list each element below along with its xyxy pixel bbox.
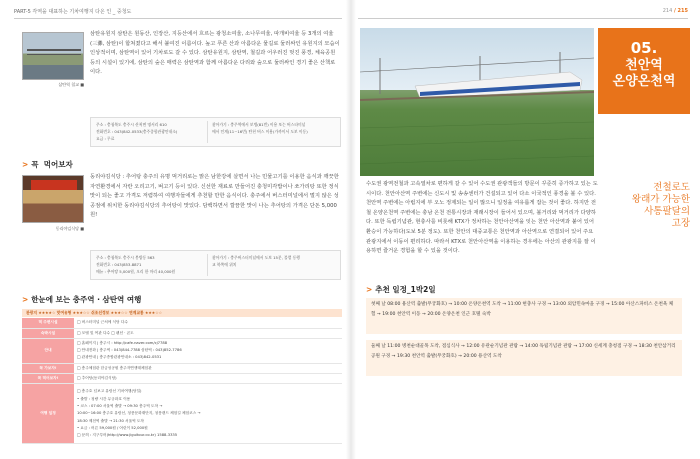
page-gutter [346,0,356,459]
info2-line: 교 북쪽에 위치 [212,262,237,268]
side-tagline [598,182,690,230]
table-row [22,338,342,363]
row-line: □ 홈페이지 | 충주시 : http://cafe.naver.com/cj7788 [77,340,168,345]
info2-line: 찾아가기 : 충주버스터미널에서 도보 15분, 불멸 동행 [212,255,300,260]
restaurant-description: 동리야김식당 : 추어탕 충주의 유명 먹거리로는 맑은 남한강에 살면서 나는 민물고기를 이용한 음식과 깨끗한 자연환경에서 자란 오리고기, 벼고기 등이 있다. 신선한 재료로 만들어진 충청미각밥이나 쏘가리탕 또한 정식 맛이 되는 좋고 가격도 저렴하여 여행자들에게 추천할 만한 음식이다. 충주에서 버스터미널에서 멀지 않은 성공점에 위치한 동리야김식당의 추어탕이 맛있다. 담백하면서 깔끔한 맛이 나는 추어탕의 가격은 단돈 5,000원! [90,174,339,219]
row-line: • 코스 : 07:00 서울역 출발 → 09:30 충주역 도착 → [77,403,163,408]
tagline-line: 고장 [671,218,690,229]
cheonan-description: 수도권 광역전철과 고속열차로 편하게 갈 수 있어 수도권 관광객들의 방문이 꾸준히 증가하고 있는 도시이다. 천안아산역 주변에는 신도시 및 송송센터가 건설되고 있어 다소 이국적인 풍경을 볼 수 있다. 천안역 주변에는 아립지에 부 오노 정제되는 일이 많으니 일정을 여유롭게 잡는 것이 좋다. 하지만 전철 온양온천역 주변에는 충남 온천 전통시장과 재래시장이 들어서 있으며, 볼거리와 먹거리가 다양하다. 또한 독립기념관, 현충사를 비롯해 KTX가 정차하는 천안아산역을 잇는 천안 아산역과 붙어 있어 환승이 가능하다(도보 5분 정도). 또한 천안의 대중교통은 천안역과 아산역으로 연결되어 있어 주요 관광지에서 이동이 편리하다. 따라서 KTX로 천안아산역을 이용하는 경우에는 아산의 관광지를 잘 이용하면 즐거운 경험을 할 수 있을 것이다. [366,181,598,255]
table-row [22,328,342,338]
row-line: 10:00~16:00 충주호 유람선, 청풍문화재단지, 청풍랜드 체험길 체험코스 → [77,411,201,416]
tagline-line: 전철로도 [653,182,690,193]
train-illustration [360,28,594,176]
tagline-line: 왕래가 가능한 [631,194,690,205]
row-line: • 요금 : 어른 59,000원 / 어린이 52,000원 [77,425,148,430]
section-must-eat-heading: > 꼭 먹어보자 [22,160,73,169]
table-row [22,318,342,328]
info1-line: 찾아가기 : 충주역에서 보병(81번) 이용 또는 버스타미널 [212,122,306,127]
schedule-day1: 첫째 날 08:00 용산역 출발(무궁화호) → 10:00 온양온천역 도착 → 11:00 현충사 구경 → 13:00 외암민속마을 구경 → 15:00 아산스파비스 온천욕 체험 → 19:00 천안역 이동 → 20:00 온양온천 인근 호텔 숙박 [366,298,682,334]
rating-bar: 관광지 ★★★★☆ 맛여유형 ★★★☆☆ 쉬조선정보 ★★★☆☆ 연계교통 ★★★☆☆ [22,309,342,317]
samtan-bridge-photo [22,32,84,80]
thumb1-caption: 삼탄역 철교 ■ [58,82,84,87]
table-row [22,374,342,384]
row-label: 꼭 먹어보자! [22,374,74,384]
samtan-description: 삼탄유원지 삼탄은 원동산, 인장산, 지등산에서 흐르는 광청소여울, 소나무여울, 따개비여울 등 3개의 여울(三灘, 삼탄)이 합쳐졌다고 해서 붙여진 이름이다. 높고 푸른 산과 아름다운 물길로 둘러싸인 유원지의 모습이 인상적이며, 삼탄역이 있어 기차로도 갈 수 있다. 삼탄유원지, 삼탄역, 철길과 어우러진 멋진 풍경, 체육공원 등의 시설이 있기에, 삼탄의 숲은 매력은 삼탄역과 함께 아름다운 다리와 숲으로 둘러싸인 경기 좋은 산책로이다. [90,31,340,76]
restaurant-photo [22,175,84,223]
table-row [22,384,342,444]
page-number: 214 / 215 [662,8,688,14]
row-line: □ 모텔 및 여관 다수 □ 펜션 · 콘도 [77,330,134,335]
thumb2-caption: 동리야김식당 ■ [55,226,84,231]
badge-title-line2: 온양온천역 [612,74,676,89]
info2-line: 주소 : 충청북도 충주시 봉방동 563 [96,255,155,260]
schedule-day2: 둘째 날 11:00 병천순대골목 도착, 점심식사 → 12:00 유관순기념관 관람 → 14:00 독립기념관 관람 → 17:00 신세계 충청점 구경 → 18:30 천안삼거리공원 구경 → 19:30 천안역 출발(무궁화호) → 20:00 용산역 도착 [366,340,682,376]
header-divider-right [358,18,688,19]
info1-line: 요금 : 무료 [96,136,115,142]
row-line: □ 안내전화 | 충주역 : 043)844-7788 삼탄역 : 043)852-7786 [77,348,182,353]
row-label: 여행 일정 [22,384,74,444]
row-line: □ 버스터미널 근처에 식당 다수 [77,320,128,325]
info2-line: 메뉴 : 추어탕 5,000원, 오리 한 마리 40,000원 [96,269,176,275]
row-line: • 출발 : 청량 시간 무궁화호 이용 [77,396,131,401]
restaurant-info-box [90,250,341,280]
row-line: 18:30 제천역 출발 → 21:30 서울역 도착 [77,418,144,423]
info1-line: 주소 : 충청북도 충주시 산척면 명서리 610 [96,122,167,127]
tagline-line: 사통팔달의 [644,206,690,217]
section-overview-heading: > 한눈에 보는 충주역 · 삼탄역 여행 [22,295,142,304]
row-line: □ 문의 : 지구투어(http://www.jiguitour.co.kr) 1588-3335 [77,433,178,438]
row-label: 숙박시설 [22,328,74,338]
row-line: □ 충주체험관 한금성공원 충주자연생태체험관 [77,365,152,370]
table-row [22,363,342,373]
row-line: □ 관광안내 | 충주종합관광안내소 : 043)842-0531 [77,355,162,360]
row-label: 먹 주변시설 [22,318,74,328]
row-label: 안내 [22,338,74,363]
header-divider [14,18,342,19]
info1-line: 에서 인계(11~16번) 탄천 버스 이용(가까이서 도보 이동) [212,129,308,135]
row-line: □ 추어탕(동리야김식당) [77,376,117,381]
samtan-info-box [90,117,341,147]
info2-line: 전화번호 : 043)853-8871 [96,262,142,268]
row-label: 꼭 가보자! [22,363,74,373]
overview-table [22,318,342,444]
badge-number: 05. [630,39,658,57]
info1-line: 전화번호 : 043)842-0533(충주종합관광안내소) [96,129,178,135]
row-line: □ 충주호 넘보고 유람선 기차여행(당일) [77,389,142,394]
badge-title-line1: 천안역 [625,58,663,73]
train-rice-field-photo [360,28,594,176]
section-schedule-heading: > 추천 일정_1박2일 [366,285,436,294]
page-header-left: PART-5 각역을 대표하는 기차여행지 다온 인 _ 중청도 [14,9,132,15]
chapter-badge [598,28,690,114]
